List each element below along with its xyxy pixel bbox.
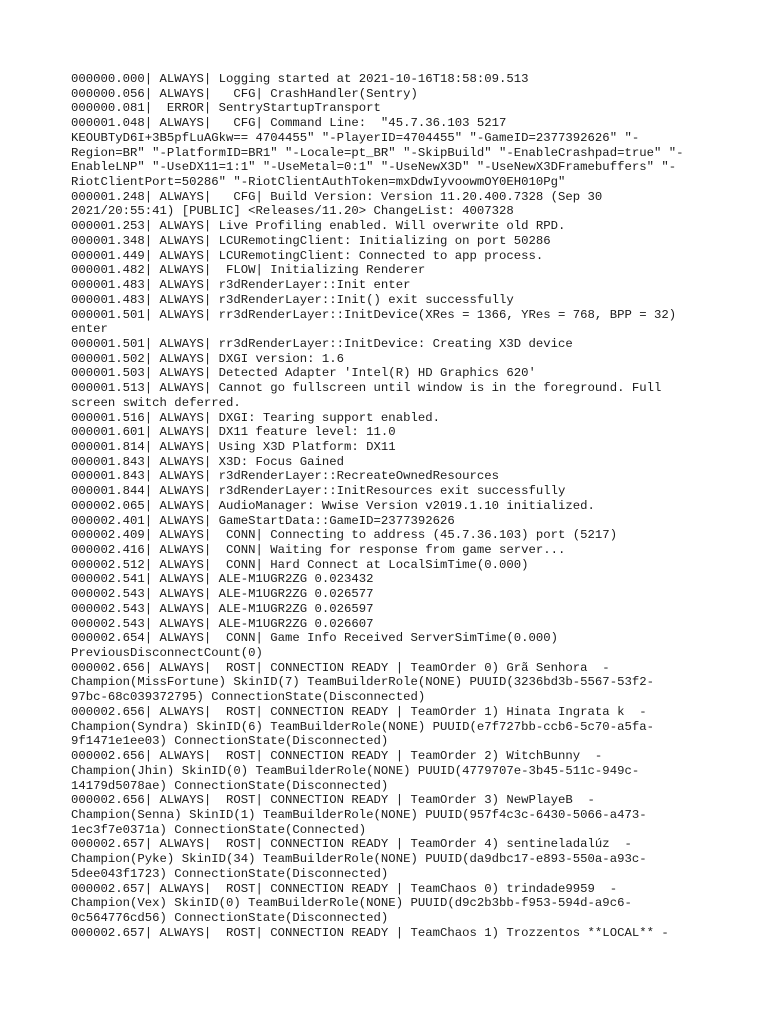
log-line: 000000.056| ALWAYS| CFG| CrashHandler(Sentry) [71,86,418,101]
log-line: 0c564776cd56) ConnectionState(Disconnected) [71,910,389,925]
log-line: 000002.656| ALWAYS| ROST| CONNECTION READY | TeamOrder 2) WitchBunny - [71,749,603,764]
log-line: 000001.601| ALWAYS| DX11 feature level: 11.0 [71,425,396,440]
log-line: Champion(Senna) SkinID(1) TeamBuilderRole(NONE) PUUID(957f4c3c-6430-5066-a473- [71,807,647,822]
log-line: screen switch deferred. [71,395,241,410]
log-line: 000002.656| ALWAYS| ROST| CONNECTION READY | TeamOrder 3) NewPlayeB - [71,793,595,808]
log-line: enter [71,322,108,337]
log-line: 000001.483| ALWAYS| r3dRenderLayer::Init() exit successfully [71,292,514,307]
log-line: 000002.409| ALWAYS| CONN| Connecting to address (45.7.36.103) port (5217) [71,528,618,543]
log-line: 000002.543| ALWAYS| ALE-M1UGR2ZG 0.026577 [71,587,374,602]
log-line: 000002.512| ALWAYS| CONN| Hard Connect at LocalSimTime(0.000) [71,557,529,572]
log-line: 9f1471e1ee03) ConnectionState(Disconnected) [71,734,389,749]
log-line: 000002.416| ALWAYS| CONN| Waiting for response from game server... [71,543,566,557]
log-line: 000001.843| ALWAYS| X3D: Focus Gained [71,454,345,469]
log-line: 000001.501| ALWAYS| rr3dRenderLayer::InitDevice(XRes = 1366, YRes = 768, BPP = 32) [71,307,677,322]
log-line: Champion(Jhin) SkinID(0) TeamBuilderRole(NONE) PUUID(4779707e-3b45-511c-949c- [71,763,640,778]
log-line: 1ec3f7e0371a) ConnectionState(Connected) [71,822,367,837]
log-line: 14179d5078ae) ConnectionState(Disconnected) [71,778,389,793]
log-line: 97bc-68c039372795) ConnectionState(Disconnected) [71,690,426,705]
log-line: 000001.253| ALWAYS| Live Profiling enabled. Will overwrite old RPD. [71,219,566,234]
log-line: 000002.656| ALWAYS| ROST| CONNECTION READY | TeamOrder 1) Hinata Ingrata k - [71,704,647,719]
log-line: Champion(Syndra) SkinID(6) TeamBuilderRole(NONE) PUUID(e7f727bb-ccb6-5c70-a5fa- [71,719,654,734]
log-line: PreviousDisconnectCount(0) [71,646,263,661]
log-line: 000001.843| ALWAYS| r3dRenderLayer::RecreateOwnedResources [71,469,500,484]
log-line: Champion(MissFortune) SkinID(7) TeamBuilderRole(NONE) PUUID(3236bd3b-5567-53f2- [71,675,654,690]
log-line: 000001.502| ALWAYS| DXGI version: 1.6 [71,351,345,366]
log-line: Champion(Vex) SkinID(0) TeamBuilderRole(NONE) PUUID(d9c2b3bb-f953-594d-a9c6- [71,896,632,911]
log-document [71,72,711,940]
log-line: 000001.844| ALWAYS| r3dRenderLayer::InitResources exit successfully [71,484,566,499]
log-line: Region=BR" "-PlatformID=BR1" "-Locale=pt_BR" "-SkipBuild" "-EnableCrashpad=true" "- [71,145,684,160]
log-line: 000002.654| ALWAYS| CONN| Game Info Received ServerSimTime(0.000) [71,631,559,646]
log-line: 000001.449| ALWAYS| LCURemotingClient: Connected to app process. [71,248,544,263]
log-line: KEOUBTyD6I+3B5pfLuAGkw== 4704455" "-PlayerID=4704455" "-GameID=2377392626" "- [71,130,640,145]
log-line: 000001.348| ALWAYS| LCURemotingClient: Initializing on port 50286 [71,233,551,248]
log-line: 000000.081| ERROR| SentryStartupTransport [71,101,381,116]
log-line: 000002.656| ALWAYS| ROST| CONNECTION READY | TeamOrder 0) Grã Senhora - [71,660,610,675]
log-line: 5dee043f1723) ConnectionState(Disconnected) [71,866,389,881]
log-line: 000001.503| ALWAYS| Detected Adapter 'Intel(R) HD Graphics 620' [71,366,536,381]
log-line: 000002.657| ALWAYS| ROST| CONNECTION READY | TeamChaos 1) Trozzentos **LOCAL** - [71,925,669,940]
log-line: 000002.543| ALWAYS| ALE-M1UGR2ZG 0.026607 [71,616,374,631]
log-line: 000001.248| ALWAYS| CFG| Build Version: Version 11.20.400.7328 (Sep 30 [71,189,603,204]
log-line: EnableLNP" "-UseDX11=1:1" "-UseMetal=0:1" "-UseNewX3D" "-UseNewX3DFramebuffers" "- [71,160,677,175]
log-line: 000002.541| ALWAYS| ALE-M1UGR2ZG 0.023432 [71,572,374,587]
log-line: 000001.048| ALWAYS| CFG| Command Line: "45.7.36.103 5217 [71,116,507,131]
log-line: 000002.543| ALWAYS| ALE-M1UGR2ZG 0.026597 [71,601,374,616]
log-line: 2021/20:55:41) [PUBLIC] <Releases/11.20> ChangeList: 4007328 [71,204,514,219]
log-line: RiotClientPort=50286" "-RiotClientAuthToken=mxDdwIyvoowmOY0EH010Pg" [71,175,566,190]
log-line: 000002.065| ALWAYS| AudioManager: Wwise Version v2019.1.10 initialized. [71,498,595,513]
log-line: 000002.401| ALWAYS| GameStartData::GameID=2377392626 [71,513,455,528]
log-line: Champion(Pyke) SkinID(34) TeamBuilderRole(NONE) PUUID(da9dbc17-e893-550a-a93c- [71,852,647,867]
log-line: 000001.516| ALWAYS| DXGI: Tearing support enabled. [71,410,440,425]
log-line: 000001.513| ALWAYS| Cannot go fullscreen until window is in the foreground. Full [71,381,662,396]
log-line: 000001.483| ALWAYS| r3dRenderLayer::Init enter [71,278,411,293]
log-line: 000001.482| ALWAYS| FLOW| Initializing Renderer [71,263,426,278]
log-line: 000002.657| ALWAYS| ROST| CONNECTION READY | TeamChaos 0) trindade9959 - [71,881,618,896]
log-line: 000002.657| ALWAYS| ROST| CONNECTION READY | TeamOrder 4) sentineladalúz - [71,837,632,852]
log-line: 000001.814| ALWAYS| Using X3D Platform: DX11 [71,439,396,454]
log-line: 000000.000| ALWAYS| Logging started at 2021-10-16T18:58:09.513 [71,72,529,86]
log-line: 000001.501| ALWAYS| rr3dRenderLayer::InitDevice: Creating X3D device [71,336,573,351]
